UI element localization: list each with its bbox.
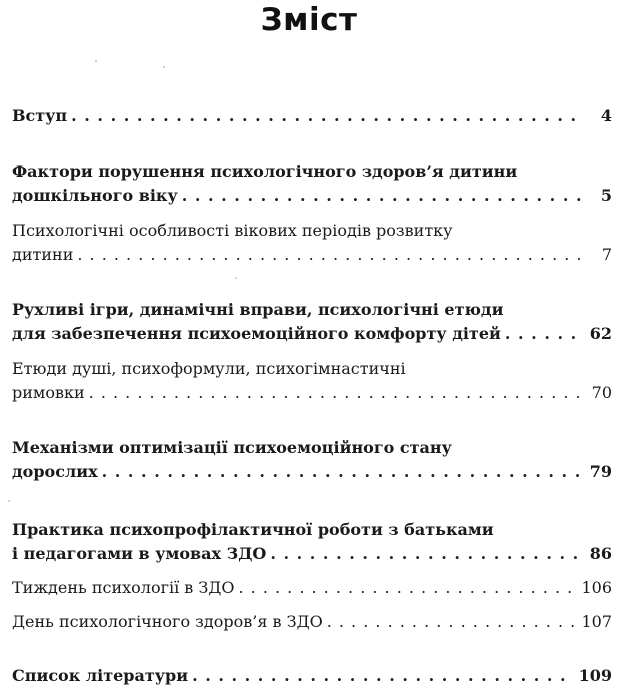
leader-dots bbox=[505, 322, 584, 346]
toc-entry-title-line bbox=[12, 219, 612, 243]
toc-subentry-title-cont: римовки bbox=[12, 383, 85, 402]
toc-entry-title-cont: дорослих bbox=[12, 462, 98, 481]
leader-dots bbox=[327, 610, 576, 634]
toc-page-number: 70 bbox=[591, 383, 612, 402]
toc-entry-title: Фактори порушення психологічного здоров’я дитини bbox=[12, 162, 518, 181]
toc-page-number: 109 bbox=[578, 666, 612, 685]
toc-subentry-title: Етюди душі, психоформули, психогімнастичні bbox=[12, 359, 406, 378]
toc-entry-title-cont: для забезпечення психоемоційного комфорту дітей bbox=[12, 324, 501, 343]
leader-dots bbox=[192, 664, 573, 688]
toc-entry-references[interactable] bbox=[12, 664, 612, 688]
scan-speck bbox=[95, 60, 97, 62]
scan-speck bbox=[235, 277, 237, 279]
toc-entry-title: Вступ bbox=[12, 106, 68, 125]
toc-entry-title: Рухливі ігри, динамічні вправи, психологічні етюди bbox=[12, 300, 504, 319]
toc-page-number: 107 bbox=[581, 612, 612, 631]
toc-page-number: 7 bbox=[601, 245, 612, 264]
page-title: Зміст bbox=[260, 2, 358, 38]
toc-entry-title: Механізми оптимізації психоемоційного стану bbox=[12, 438, 452, 457]
toc-entry-title-line bbox=[12, 357, 612, 381]
leader-dots bbox=[182, 184, 584, 208]
toc-entry-title: Практика психопрофілактичної роботи з батьками bbox=[12, 520, 494, 539]
toc-entry-mechanisms[interactable] bbox=[12, 460, 612, 484]
leader-dots bbox=[77, 243, 584, 267]
toc-page-number: 106 bbox=[581, 578, 612, 597]
toc-subentry-etudes[interactable] bbox=[12, 381, 612, 405]
toc-subentry-title: Психологічні особливості вікових періодів розвитку bbox=[12, 221, 453, 240]
toc-entry-practice[interactable] bbox=[12, 542, 612, 566]
toc-entry-title-cont: дошкільного віку bbox=[12, 186, 178, 205]
toc-entry-title-line bbox=[12, 160, 612, 184]
toc-page-number: 86 bbox=[589, 544, 612, 563]
toc-subentry-psychology-week[interactable] bbox=[12, 576, 612, 600]
leader-dots bbox=[102, 460, 584, 484]
leader-dots bbox=[71, 104, 584, 128]
toc-subentry-title-cont: дитини bbox=[12, 245, 74, 264]
toc-page-number: 62 bbox=[589, 324, 612, 343]
scan-speck bbox=[8, 500, 10, 502]
toc-page-number: 5 bbox=[600, 186, 612, 205]
toc-page-number: 79 bbox=[589, 462, 612, 481]
toc-entry-title-cont: і педагогами в умовах ЗДО bbox=[12, 544, 267, 563]
toc-subentry-title: Тиждень психології в ЗДО bbox=[12, 578, 235, 597]
toc-entry-intro[interactable] bbox=[12, 104, 612, 128]
toc-entry-title-line bbox=[12, 298, 612, 322]
toc-subentry-title: День психологічного здоров’я в ЗДО bbox=[12, 612, 323, 631]
leader-dots bbox=[270, 542, 583, 566]
toc-subentry-age-periods[interactable] bbox=[12, 243, 612, 267]
toc-entry-factors[interactable] bbox=[12, 184, 612, 208]
leader-dots bbox=[89, 381, 584, 405]
toc-page-number: 4 bbox=[600, 106, 612, 125]
toc-subentry-health-day[interactable] bbox=[12, 610, 612, 634]
toc-entry-title-line bbox=[12, 518, 612, 542]
toc-entry-title: Список літератури bbox=[12, 666, 189, 685]
toc-entry-games[interactable] bbox=[12, 322, 612, 346]
leader-dots bbox=[238, 576, 575, 600]
scan-speck bbox=[163, 66, 165, 68]
toc-entry-title-line bbox=[12, 436, 612, 460]
